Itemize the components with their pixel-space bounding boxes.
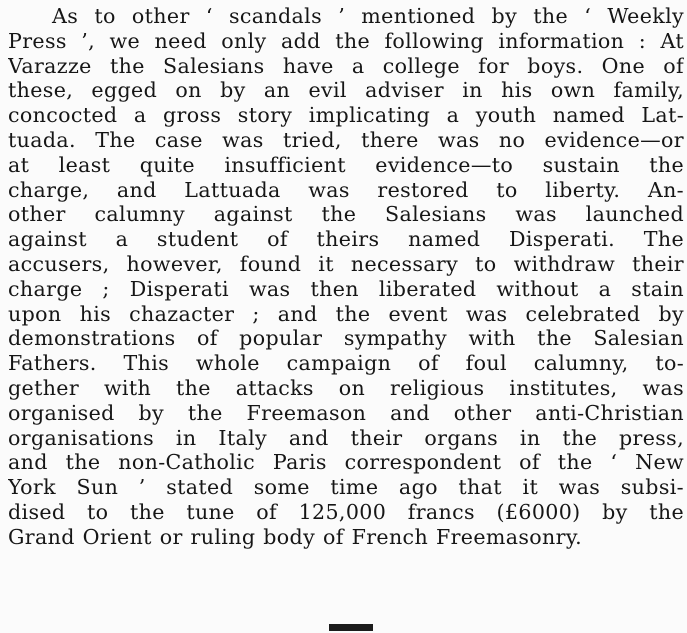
- article-line: other calumny against the Salesians was launched: [8, 202, 684, 227]
- article-line: Press ’, we need only add the following information : At: [8, 28, 684, 53]
- article-line: demonstrations of popular sympathy with the Salesian: [8, 326, 684, 351]
- article-line: gether with the attacks on religious institutes, was: [8, 375, 684, 400]
- article-line: accusers, however, found it necessary to withdraw their: [8, 251, 684, 276]
- article-line: Fathers. This whole campaign of foul calumny, to-: [8, 351, 684, 376]
- article-line: at least quite insufficient evidence—to sustain the: [8, 152, 684, 177]
- article-line: charge ; Disperati was then liberated without a stain: [8, 276, 684, 301]
- article-line: charge, and Lattuada was restored to liberty. An-: [8, 177, 684, 202]
- article-column: [8, 4, 684, 550]
- article-line: upon his chazacter ; and the event was celebrated by: [8, 301, 684, 326]
- article-line: concocted a gross story implicating a youth named Lat-: [8, 103, 684, 128]
- article-line: Grand Orient or ruling body of French Freemasonry.: [8, 524, 582, 549]
- article-line: As to other ‘ scandals ’ mentioned by the ‘ Weekly: [52, 4, 684, 28]
- article-line: York Sun ’ stated some time ago that it was subsi-: [8, 475, 684, 500]
- article-line: these, egged on by an evil adviser in his own family,: [8, 78, 684, 103]
- article-line: organised by the Freemason and other anti-Christian: [8, 400, 684, 425]
- article-line: Varazze the Salesians have a college for boys. One of: [8, 53, 684, 78]
- article-line: and the non-Catholic Paris correspondent of the ‘ New: [8, 450, 684, 475]
- section-divider-rule: [329, 624, 373, 631]
- article-line: dised to the tune of 125,000 francs (£6000) by the: [8, 499, 684, 524]
- article-line: against a student of theirs named Disperati. The: [8, 227, 684, 252]
- article-line: tuada. The case was tried, there was no evidence—or: [8, 127, 684, 152]
- article-line: organisations in Italy and their organs in the press,: [8, 425, 684, 450]
